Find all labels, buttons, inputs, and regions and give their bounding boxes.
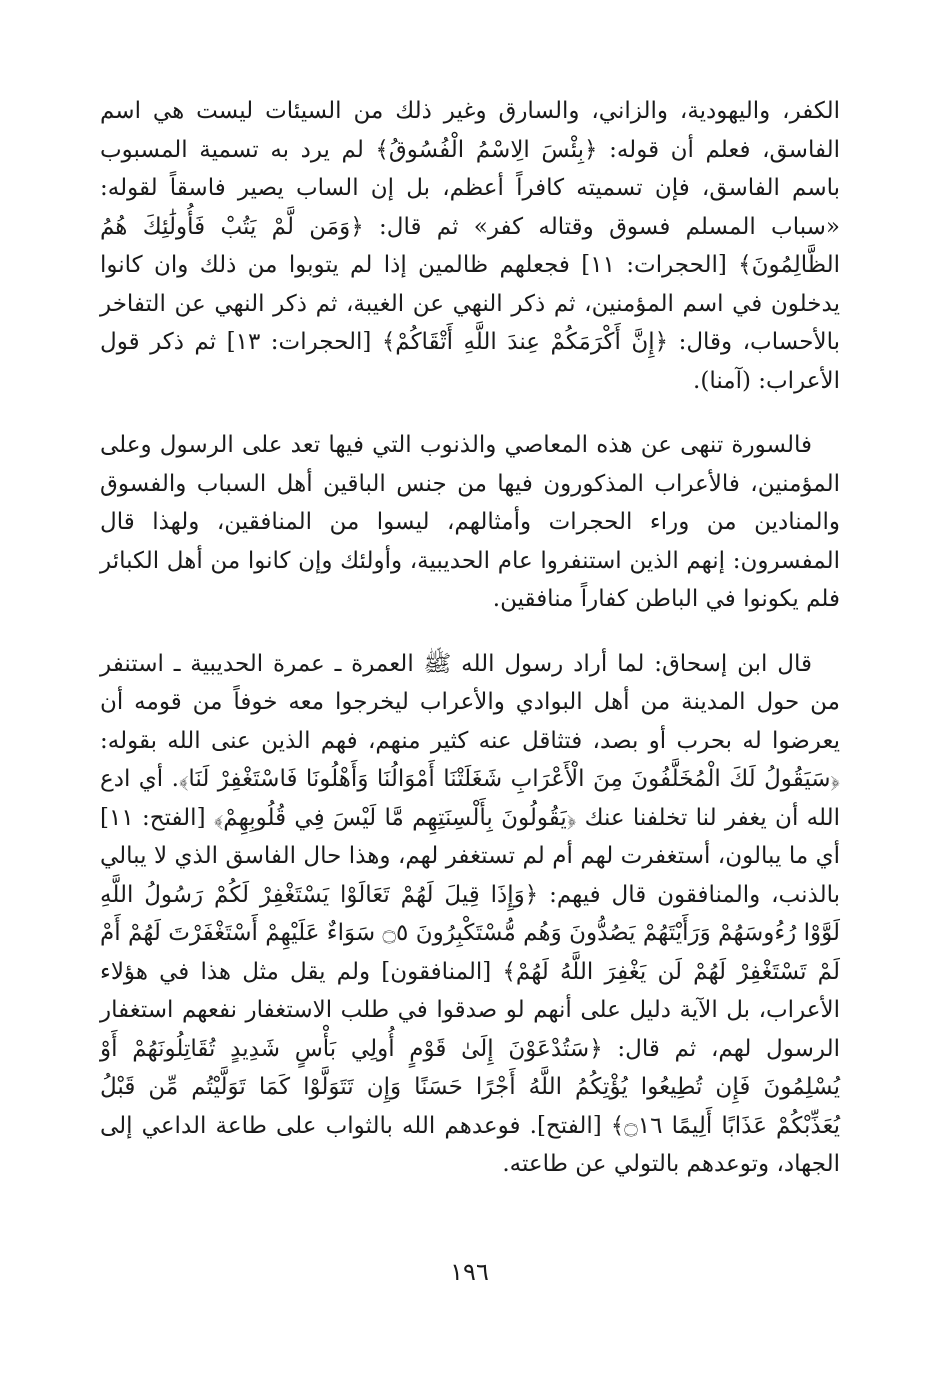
- page-number: ١٩٦: [450, 1258, 489, 1286]
- paragraph-1: الكفر، واليهودية، والزاني، والسارق وغير ذلك من السيئات ليست هي اسم الفاسق، فعلم أن قوله: ﴿بِئْسَ الِاسْمُ الْفُسُوقُ﴾ لم يرد به تسمية المسبوب باسم الفاسق، فإن تسميته كافراً أعظم، بل إن الساب يصير فاسقاً لقوله: «سباب المسلم فسوق وقتاله كفر» ثم قال: ﴿وَمَن لَّمْ يَتُبْ فَأُولَٰئِكَ هُمُ الظَّالِمُونَ﴾ [الحجرات: ١١] فجعلهم ظالمين إذا لم يتوبوا من ذلك وان كانوا يدخلون في اسم المؤمنين، ثم ذكر النهي عن الغيبة، ثم ذكر النهي عن التفاخر بالأحساب، وقال: ﴿إِنَّ أَكْرَمَكُمْ عِندَ اللَّهِ أَتْقَاكُمْ﴾ [الحجرات: ١٣] ثم ذكر قول الأعراب: (آمنا).: [100, 98, 840, 394]
- paragraph-3: قال ابن إسحاق: لما أراد رسول الله ﷺ العمرة ـ عمرة الحديبية ـ استنفر من حول المدينة من أهل البوادي والأعراب ليخرجوا معه خوفاً من قومه أن يعرضوا له بحرب أو بصد، فتثاقل عنه كثير منهم، فهم الذين عنى الله بقوله: ﴿سَيَقُولُ لَكَ الْمُخَلَّفُونَ مِنَ الْأَعْرَابِ شَغَلَتْنَا أَمْوَالُنَا وَأَهْلُونَا فَاسْتَغْفِرْ لَنَا﴾. أي ادع الله أن يغفر لنا تخلفنا عنك ﴿يَقُولُونَ بِأَلْسِنَتِهِم مَّا لَيْسَ فِي قُلُوبِهِمْ﴾ [الفتح: ١١] أي ما يبالون، أستغفرت لهم أم لم تستغفر لهم، وهذا حال الفاسق الذي لا يبالي بالذنب، والمنافقون قال فيهم: ﴿وَإِذَا قِيلَ لَهُمْ تَعَالَوْا يَسْتَغْفِرْ لَكُمْ رَسُولُ اللَّهِ لَوَّوْا رُءُوسَهُمْ وَرَأَيْتَهُمْ يَصُدُّونَ وَهُم مُّسْتَكْبِرُونَ ۝٥ سَوَاءٌ عَلَيْهِمْ أَسْتَغْفَرْتَ لَهُمْ أَمْ لَمْ تَسْتَغْفِرْ لَهُمْ لَن يَغْفِرَ اللَّهُ لَهُمْ﴾ [المنافقون] ولم يقل مثل هذا في هؤلاء الأعراب، بل الآية دليل على أنهم لو صدقوا في طلب الاستغفار نفعهم استغفار الرسول لهم، ثم قال: ﴿سَتُدْعَوْنَ إِلَىٰ قَوْمٍ أُولِي بَأْسٍ شَدِيدٍ تُقَاتِلُونَهُمْ أَوْ يُسْلِمُونَ فَإِن تُطِيعُوا يُؤْتِكُمُ اللَّهُ أَجْرًا حَسَنًا وَإِن تَتَوَلَّوْا كَمَا تَوَلَّيْتُم مِّن قَبْلُ يُعَذِّبْكُمْ عَذَابًا أَلِيمًا ۝١٦﴾ [الفتح]. فوعدهم الله بالثواب على طاعة الداعي إلى الجهاد، وتوعدهم بالتولي عن طاعته.: [100, 650, 841, 1177]
- page-body: [100, 92, 840, 1184]
- paragraph-2: فالسورة تنهى عن هذه المعاصي والذنوب التي فيها تعد على الرسول وعلى المؤمنين، فالأعراب المذكورون فيها من جنس الباقين أهل السباب والفسوق والمنادين من وراء الحجرات وأمثالهم، ليسوا من المنافقين، ولهذا قال المفسرون: إنهم الذين استنفروا عام الحديبية، وأولئك وإن كانوا من أهل الكبائر فلم يكونوا في الباطن كفاراً منافقين.: [100, 432, 840, 612]
